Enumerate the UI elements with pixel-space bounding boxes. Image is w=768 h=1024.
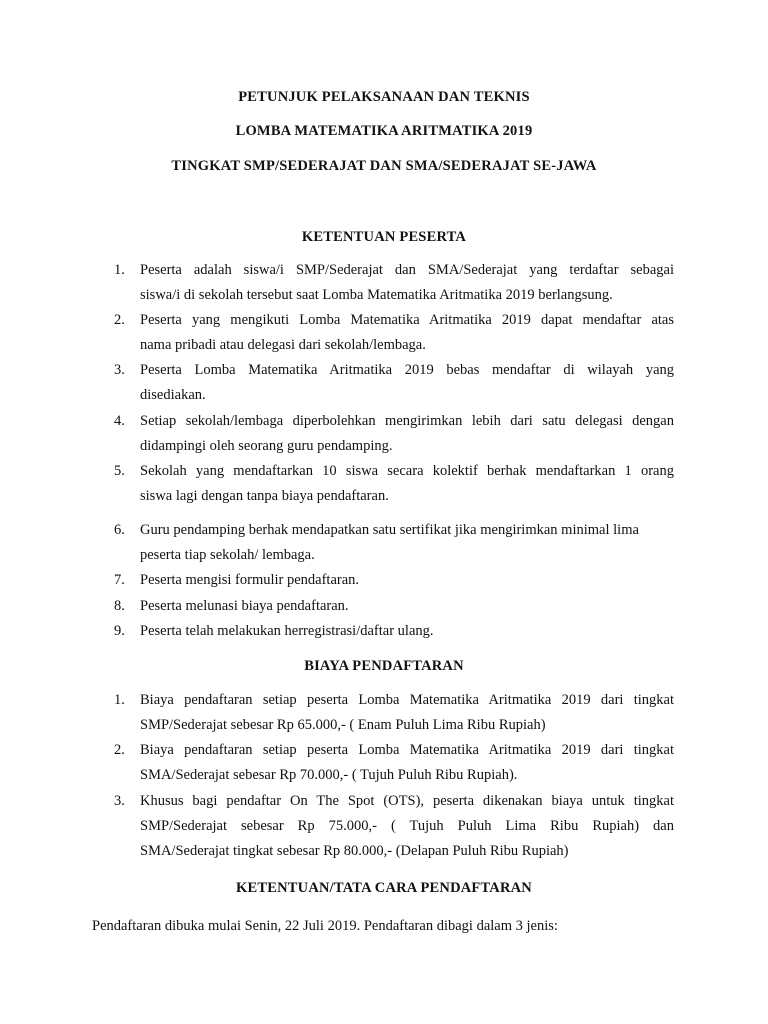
list-item-text	[140, 688, 674, 738]
list-number: 4.	[114, 413, 125, 429]
list-item-text	[140, 738, 674, 788]
list-number: 3.	[114, 362, 125, 378]
list-item-line: SMA/Sederajat tingkat sebesar Rp 80.000,- (Delapan Puluh Ribu Rupiah)	[140, 843, 569, 859]
list-item-text	[140, 409, 674, 459]
section-heading-tata-cara-pendaftaran: KETENTUAN/TATA CARA PENDAFTARAN	[236, 880, 532, 896]
list-item-text	[140, 459, 674, 509]
list-item-text	[140, 789, 674, 864]
registration-paragraph: Pendaftaran dibuka mulai Senin, 22 Juli 2019. Pendaftaran dibagi dalam 3 jenis:	[92, 918, 558, 934]
list-item-line: disediakan.	[140, 387, 206, 403]
list-number: 1.	[114, 262, 125, 278]
list-item-line: Setiap sekolah/lembaga diperbolehkan mengirimkan lebih dari satu delegasi dengan	[140, 413, 674, 429]
list-item-text	[140, 594, 674, 619]
list-item-line: Peserta adalah siswa/i SMP/Sederajat dan SMA/Sederajat yang terdaftar sebagai	[140, 262, 674, 278]
list-item-line: Peserta yang mengikuti Lomba Matematika Aritmatika 2019 dapat mendaftar atas	[140, 312, 674, 328]
list-item-text	[140, 619, 674, 644]
list-item-line: Peserta mengisi formulir pendaftaran.	[140, 572, 360, 588]
list-item-line: Biaya pendaftaran setiap peserta Lomba Matematika Aritmatika 2019 dari tingkat	[140, 692, 674, 708]
list-number: 7.	[114, 572, 125, 588]
document-title-line-1: PETUNJUK PELAKSANAAN DAN TEKNIS	[238, 89, 530, 105]
list-item-line: SMA/Sederajat sebesar Rp 70.000,- ( Tujuh Puluh Ribu Rupiah).	[140, 767, 518, 783]
list-item-text	[140, 308, 674, 358]
list-item-line: Peserta Lomba Matematika Aritmatika 2019 bebas mendaftar di wilayah yang	[140, 362, 674, 378]
list-item-line: siswa/i di sekolah tersebut saat Lomba Matematika Aritmatika 2019 berlangsung.	[140, 287, 613, 303]
list-item-text	[140, 518, 674, 568]
list-item-line: didampingi oleh seorang guru pendamping.	[140, 438, 393, 454]
list-item-text	[140, 258, 674, 308]
list-number: 9.	[114, 623, 125, 639]
list-item-line: peserta tiap sekolah/ lembaga.	[140, 547, 315, 563]
section-heading-ketentuan-peserta: KETENTUAN PESERTA	[301, 229, 467, 245]
list-item-line: Khusus bagi pendaftar On The Spot (OTS), peserta dikenakan biaya untuk tingkat	[140, 793, 674, 809]
document-title-line-3: TINGKAT SMP/SEDERAJAT DAN SMA/SEDERAJAT SE-JAWA	[171, 158, 597, 174]
list-number: 2.	[114, 742, 125, 758]
list-number: 2.	[114, 312, 125, 328]
document-title-line-2: LOMBA MATEMATIKA ARITMATIKA 2019	[235, 123, 533, 139]
list-number: 8.	[114, 598, 125, 614]
list-number: 6.	[114, 522, 125, 538]
list-item-line: Sekolah yang mendaftarkan 10 siswa secara kolektif berhak mendaftarkan 1 orang	[140, 463, 674, 479]
list-item-line: Biaya pendaftaran setiap peserta Lomba Matematika Aritmatika 2019 dari tingkat	[140, 742, 674, 758]
list-item-line: SMP/Sederajat sebesar Rp 65.000,- ( Enam Puluh Lima Ribu Rupiah)	[140, 717, 546, 733]
section-heading-biaya-pendaftaran: BIAYA PENDAFTARAN	[304, 658, 464, 674]
list-item-line: nama pribadi atau delegasi dari sekolah/lembaga.	[140, 337, 426, 353]
list-item-text	[140, 358, 674, 408]
list-item-line: Peserta telah melakukan herregistrasi/daftar ulang.	[140, 623, 434, 639]
list-item-line: Guru pendamping berhak mendapatkan satu sertifikat jika mengirimkan minimal lima	[140, 522, 639, 538]
list-item-line: Peserta melunasi biaya pendaftaran.	[140, 598, 349, 614]
list-item-line: SMP/Sederajat sebesar Rp 75.000,- ( Tujuh Puluh Lima Ribu Rupiah) dan	[140, 818, 674, 834]
list-item-line: siswa lagi dengan tanpa biaya pendaftaran.	[140, 488, 389, 504]
list-number: 1.	[114, 692, 125, 708]
list-number: 5.	[114, 463, 125, 479]
list-item-text	[140, 568, 674, 593]
list-number: 3.	[114, 793, 125, 809]
